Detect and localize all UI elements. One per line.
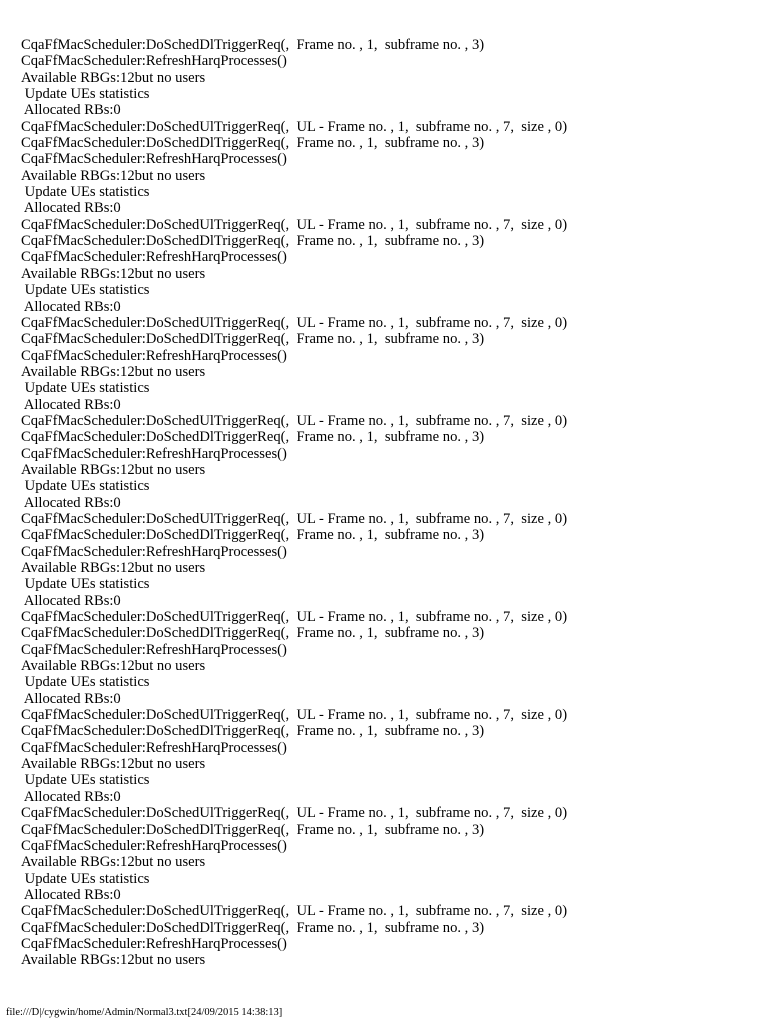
log-line: CqaFfMacScheduler:DoSchedDlTriggerReq(, Frame no. , 1, subframe no. , 3) — [21, 625, 485, 642]
log-line: CqaFfMacScheduler:DoSchedDlTriggerReq(, Frame no. , 1, subframe no. , 3) — [21, 527, 485, 544]
log-line: CqaFfMacScheduler:DoSchedUlTriggerReq(, UL - Frame no. , 1, subframe no. , 7, size , 0) — [21, 216, 568, 233]
log-line: Available RBGs:12but no users — [21, 363, 206, 380]
log-line: Allocated RBs:0 — [21, 788, 121, 805]
log-line: CqaFfMacScheduler:RefreshHarqProcesses() — [21, 935, 287, 952]
log-line: Allocated RBs:0 — [21, 298, 121, 315]
log-line: CqaFfMacScheduler:DoSchedUlTriggerReq(, UL - Frame no. , 1, subframe no. , 7, size , 0) — [21, 707, 568, 724]
log-line: Available RBGs:12but no users — [21, 854, 206, 871]
log-line: Available RBGs:12but no users — [21, 560, 206, 576]
log-line: CqaFfMacScheduler:DoSchedUlTriggerReq(, UL - Frame no. , 1, subframe no. , 7, size , 0) — [21, 118, 568, 135]
log-line: Allocated RBs:0 — [21, 690, 121, 707]
log-line: Update UEs statistics — [21, 380, 150, 397]
log-line: CqaFfMacScheduler:DoSchedDlTriggerReq(, Frame no. , 1, subframe no. , 3) — [21, 233, 485, 250]
log-line: CqaFfMacScheduler:RefreshHarqProcesses() — [21, 543, 287, 560]
log-line: CqaFfMacScheduler:DoSchedUlTriggerReq(, UL - Frame no. , 1, subframe no. , 7, size , 0) — [21, 510, 568, 527]
log-line: Update UEs statistics — [21, 576, 150, 593]
log-line: CqaFfMacScheduler:DoSchedDlTriggerReq(, Frame no. , 1, subframe no. , 3) — [21, 723, 485, 740]
log-line: Allocated RBs:0 — [21, 592, 121, 609]
print-footer-file-path: file:///D|/cygwin/home/Admin/Normal3.txt[24/09/2015 14:38:13] — [6, 1007, 283, 1018]
log-line: Allocated RBs:0 — [21, 102, 121, 119]
log-line: CqaFfMacScheduler:RefreshHarqProcesses() — [21, 53, 287, 70]
log-line: Available RBGs:12but no users — [21, 658, 206, 675]
log-line: Update UEs statistics — [21, 282, 150, 299]
log-line: Allocated RBs:0 — [21, 886, 121, 903]
log-line: Available RBGs:12but no users — [21, 952, 206, 969]
log-line: Allocated RBs:0 — [21, 200, 121, 217]
log-line: Available RBGs:12but no users — [21, 756, 206, 773]
log-text-body — [21, 37, 761, 969]
log-line: Available RBGs:12but no users — [21, 167, 206, 184]
log-line: Update UEs statistics — [21, 184, 150, 201]
log-line: CqaFfMacScheduler:DoSchedUlTriggerReq(, UL - Frame no. , 1, subframe no. , 7, size , 0) — [21, 412, 568, 429]
log-line: CqaFfMacScheduler:DoSchedDlTriggerReq(, Frame no. , 1, subframe no. , 3) — [21, 919, 485, 936]
log-line: Available RBGs:12but no users — [21, 461, 206, 478]
log-line: CqaFfMacScheduler:DoSchedDlTriggerReq(, Frame no. , 1, subframe no. , 3) — [21, 429, 485, 446]
log-line: CqaFfMacScheduler:DoSchedDlTriggerReq(, Frame no. , 1, subframe no. , 3) — [21, 135, 485, 152]
log-line: Allocated RBs:0 — [21, 494, 121, 511]
log-line: Update UEs statistics — [21, 870, 150, 887]
log-line: CqaFfMacScheduler:RefreshHarqProcesses() — [21, 347, 287, 364]
log-line: Update UEs statistics — [21, 478, 150, 495]
log-line: CqaFfMacScheduler:DoSchedUlTriggerReq(, UL - Frame no. , 1, subframe no. , 7, size , 0) — [21, 805, 568, 822]
log-line: CqaFfMacScheduler:RefreshHarqProcesses() — [21, 837, 287, 854]
log-line: CqaFfMacScheduler:RefreshHarqProcesses() — [21, 641, 287, 658]
log-line: Update UEs statistics — [21, 674, 150, 691]
log-line: CqaFfMacScheduler:RefreshHarqProcesses() — [21, 739, 287, 756]
log-line: CqaFfMacScheduler:RefreshHarqProcesses() — [21, 151, 287, 168]
log-line: Update UEs statistics — [21, 772, 150, 789]
log-line: CqaFfMacScheduler:DoSchedDlTriggerReq(, Frame no. , 1, subframe no. , 3) — [21, 331, 485, 348]
log-line: CqaFfMacScheduler:DoSchedUlTriggerReq(, UL - Frame no. , 1, subframe no. , 7, size , 0) — [21, 609, 568, 626]
log-line: CqaFfMacScheduler:RefreshHarqProcesses() — [21, 445, 287, 462]
log-line: Allocated RBs:0 — [21, 396, 121, 413]
log-line: CqaFfMacScheduler:DoSchedUlTriggerReq(, UL - Frame no. , 1, subframe no. , 7, size , 0) — [21, 314, 568, 331]
log-line: CqaFfMacScheduler:RefreshHarqProcesses() — [21, 249, 287, 266]
log-line: Available RBGs:12but no users — [21, 265, 206, 282]
log-line: CqaFfMacScheduler:DoSchedUlTriggerReq(, UL - Frame no. , 1, subframe no. , 7, size , 0) — [21, 903, 568, 920]
log-line: CqaFfMacScheduler:DoSchedDlTriggerReq(, Frame no. , 1, subframe no. , 3) — [21, 37, 485, 53]
log-line: Update UEs statistics — [21, 86, 150, 103]
log-line: Available RBGs:12but no users — [21, 69, 206, 86]
log-line: CqaFfMacScheduler:DoSchedDlTriggerReq(, Frame no. , 1, subframe no. , 3) — [21, 821, 485, 838]
